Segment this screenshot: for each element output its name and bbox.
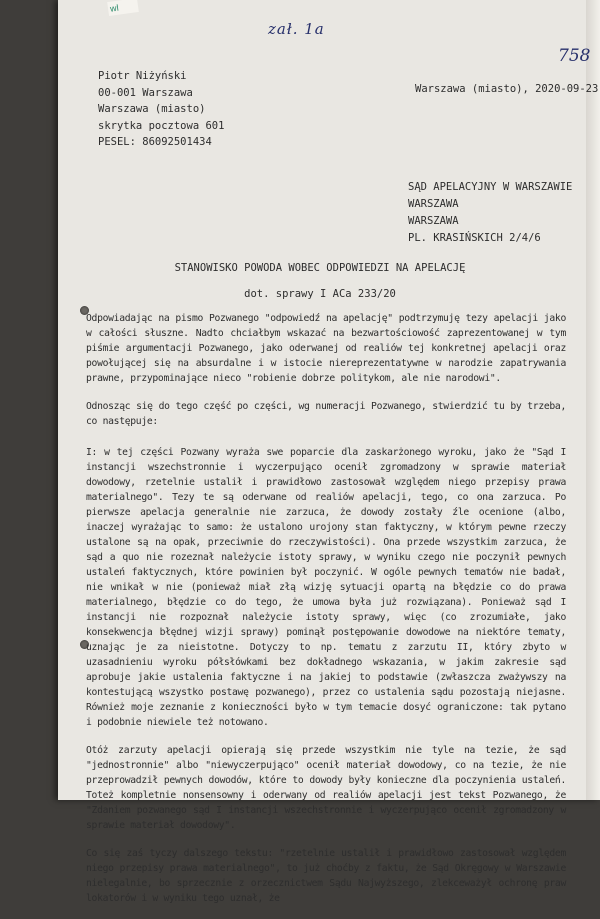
paragraph-evidence: Otóż zarzuty apelacji opierają się przede wszystkim nie tyle na tezie, że sąd "jednostronnie" albo "niewyczerpująco" ocenił materiał dowodowy, co na tezie, że nie przeprowadził pewnych dowodów, które to dowody były konieczne dla poczynienia ustaleń. Toteż kompletnie nonsensowny i oderwany od realiów apelacji jest tekst Pozwanego, że "Zdaniem pozwanego sąd I instancji wszechstronnie i wyczerpująco ocenił zgromadzony w sprawie materiał dowodowy".: [86, 745, 566, 831]
sender-address-block: [98, 68, 224, 151]
recipient-street: PL. KRASIŃSKICH 2/4/6: [408, 232, 541, 244]
paragraph-point-1: I: w tej części Pozwany wyraża swe poparcie dla zaskarżonego wyroku, jako że "Sąd I instancji wszechstronnie i wyczerpująco ocenił zgromadzony w sprawie materiał dowodowy, rzetelnie ustalił i prawidłowo zastosował względem niego przepisy prawa materialnego". Tezy te są oderwane od realiów apelacji, tego, co ona zarzuca. Po pierwsze apelacja generalnie nie zarzuca, że dowody zostały źle ocenione (albo, inaczej wyrażając to samo: że ustalono urojony stan faktyczny, w którym pewne rzeczy ustalone są na opak, przeciwnie do rzeczywistości). Ona przede wszystkim zarzuca, że sąd a quo nie rozeznał należycie istoty sprawy, w wyniku czego nie poczynił pewnych ustaleń faktycznych, które powinien był poczynić. W ogóle pewnych tematów nie badał, nie wnikał w nie (ponieważ miał złą wizję sytuacji opartą na błędzie co do prawa materialnego, błędzie co do tego, że umowa była już rozwiązana). Ponieważ sąd I instancji nie rozpoznał należycie istoty sprawy, więc (co zrozumiałe, jako konsekwencja błędnej wizji sprawy) pominął postępowanie dowodowe na niektóre tematy, uznając je za nieistotne. Dotyczy to np. tematu z zarzutu II, który zbyto w uzasadnieniu wyroku półsłówkami bez dokładnego wskazania, w jakim zakresie sąd aprobuje jakie ustalenia faktyczne i na jakiej to podstawie (zwłaszcza zważywszy na kontestującą wszystko postawę pozwanego), przez co ustalenia sądu pozostają niejasne. Również moje zeznanie z konieczności było w tym temacie dosyć ograniczone: tak pytano i podobnie niewiele też notowano.: [86, 447, 566, 728]
paragraph-continuation: Co się zaś tyczy dalszego tekstu: "rzetelnie ustalił i prawidłowo zastosował względem niego przepisy prawa materialnego", to już choćby z faktu, że Sąd Okręgowy w Warszawie nielegalnie, bo sprzecznie z orzecznictwem Sądu Najwyższego, zlekceważył ochronę praw lokatorów i w wyniku tego uznał, że: [86, 848, 566, 904]
handwritten-page-number: 758: [558, 46, 591, 66]
sender-name: Piotr Niżyński: [98, 70, 187, 82]
paragraph-numbering-intro: Odnosząc się do tego część po części, wg numeracji Pozwanego, stwierdzić tu by trzeba, co następuje:: [86, 401, 566, 427]
page-edge-shadow: [586, 0, 600, 800]
document-date: Warszawa (miasto), 2020-09-23: [415, 83, 599, 95]
paragraph-opening: Odpowiadając na pismo Pozwanego "odpowiedź na apelację" podtrzymuję tezy apelacji jako w całości słuszne. Nadto chciałbym wskazać na bezwartościowość zaprezentowanej w tym piśmie argumentacji Pozwanego, jako oderwanej od realiów tej konkretnej apelacji oraz powołującej się na absurdalne i w istocie niereprezentatywne w narodzie zapatrywania prawne, przypominające nieco "robienie dobrze politykom, ale nie narodowi".: [86, 313, 566, 384]
document-title: STANOWISKO POWODA WOBEC ODPOWIEDZI NA APELACJĘ: [174, 262, 466, 274]
sender-po-box: skrytka pocztowa 601: [98, 119, 225, 132]
recipient-city-2: WARSZAWA: [408, 215, 459, 227]
case-reference: dot. sprawy I ACa 233/20: [244, 288, 396, 300]
sender-postal-code: 00-001 Warszawa: [98, 86, 193, 99]
document-body: [86, 299, 566, 919]
recipient-address-block: [408, 179, 572, 247]
recipient-court: SĄD APELACYJNY W WARSZAWIE: [408, 181, 573, 193]
paper-scrap: wl: [107, 0, 139, 16]
recipient-city-1: WARSZAWA: [408, 198, 459, 210]
handwritten-attachment-note: zał. 1a: [268, 20, 325, 38]
sender-city: Warszawa (miasto): [98, 103, 206, 115]
sender-pesel: PESEL: 86092501434: [98, 136, 212, 148]
